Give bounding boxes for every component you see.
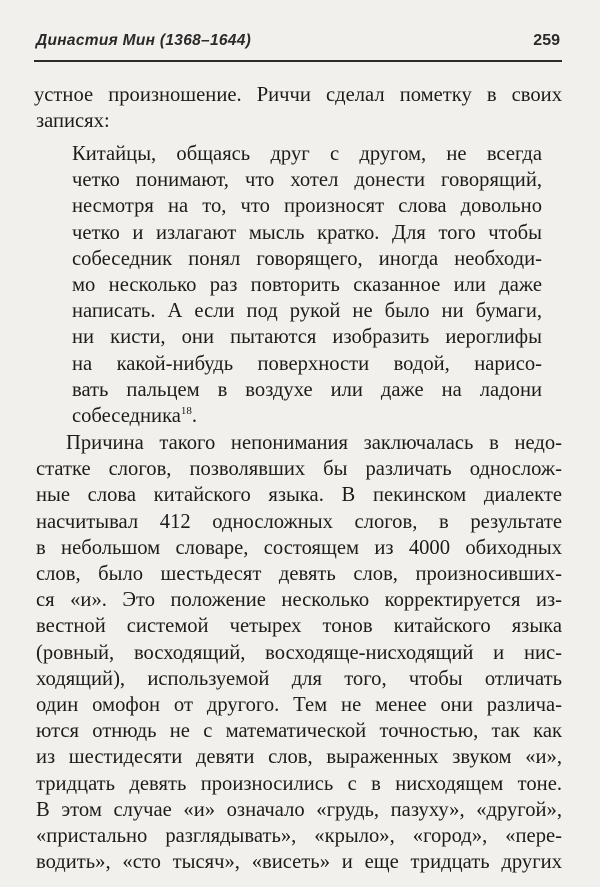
text-line: устное произношение. Риччи сделал пометку в своих — [34, 84, 562, 106]
quote-line: четко понимают, что хотел донести говорящий, — [72, 169, 542, 192]
quote-line: на какой-нибудь поверхности водой, нарисо- — [72, 352, 542, 375]
quote-line-text: собеседника — [72, 405, 181, 428]
text-line: ся «и». Это положение несколько корректируется из- — [36, 589, 562, 612]
quote-last-line — [72, 403, 542, 429]
text-line: ходящий), используемой для того, чтобы отличать — [36, 667, 562, 690]
text-line: насчитывал 412 односложных слогов, в результате — [36, 510, 562, 533]
text-line: один омофон от другого. Тем не менее они различа- — [36, 694, 562, 717]
quote-line: собеседник понял говорящего, иногда необходи- — [72, 247, 542, 270]
quote-line: написать. А если под рукой не было ни бумаги, — [72, 300, 542, 323]
text-line: (ровный, восходящий, восходяще-нисходящий и нис- — [36, 641, 562, 664]
paragraph-main — [36, 430, 562, 875]
text-line: ются отнюдь не с математической точностью, так как — [36, 720, 562, 743]
header-rule — [34, 60, 562, 62]
text-line: «пристально разглядывать», «крыло», «город», «пере- — [36, 825, 562, 848]
text-line: статке слогов, позволявших бы различать однослож- — [36, 458, 562, 481]
quote-line: четко и излагают мысль кратко. Для того чтобы — [72, 221, 542, 244]
quote-line: ни кисти, они пытаются изобразить иероглифы — [72, 326, 542, 349]
page-number: 259 — [533, 32, 560, 49]
text-line: тридцать девять произносились с в нисходящем тоне. — [36, 772, 562, 795]
quote-line: вать пальцем в воздухе или даже на ладони — [72, 378, 542, 401]
text-line: вестной системой четырех тонов китайского языка — [36, 615, 562, 638]
text-line: в небольшом словаре, состоящем из 4000 обиходных — [36, 536, 562, 559]
text-line: Причина такого непонимания заключалась в недо- — [66, 432, 562, 454]
footnote-marker[interactable]: 18 — [180, 405, 192, 418]
paragraph-opening — [36, 82, 562, 134]
quote-end-punct: . — [191, 405, 198, 428]
running-header-title: Династия Мин (1368–1644) — [36, 32, 252, 49]
text-line: водить», «сто тысяч», «висеть» и еще тридцать других — [36, 851, 562, 874]
text-line: слов, было шестьдесят девять слов, произносивших- — [36, 563, 562, 586]
quote-line: несмотря на то, что произносят слова довольно — [72, 195, 542, 218]
text-line: В этом случае «и» означало «грудь, пазуху», «другой», — [36, 798, 562, 821]
text-line: из шестидесяти девяти слов, выраженных звуком «и», — [36, 746, 562, 769]
block-quote — [72, 141, 542, 429]
text-line: записях: — [36, 110, 110, 133]
running-header — [36, 32, 560, 58]
quote-line: Китайцы, общаясь друг с другом, не всегда — [72, 143, 542, 165]
quote-line: мо несколько раз повторить сказанное или даже — [72, 274, 542, 297]
text-line: ные слова китайского языка. В пекинском диалекте — [36, 484, 562, 507]
